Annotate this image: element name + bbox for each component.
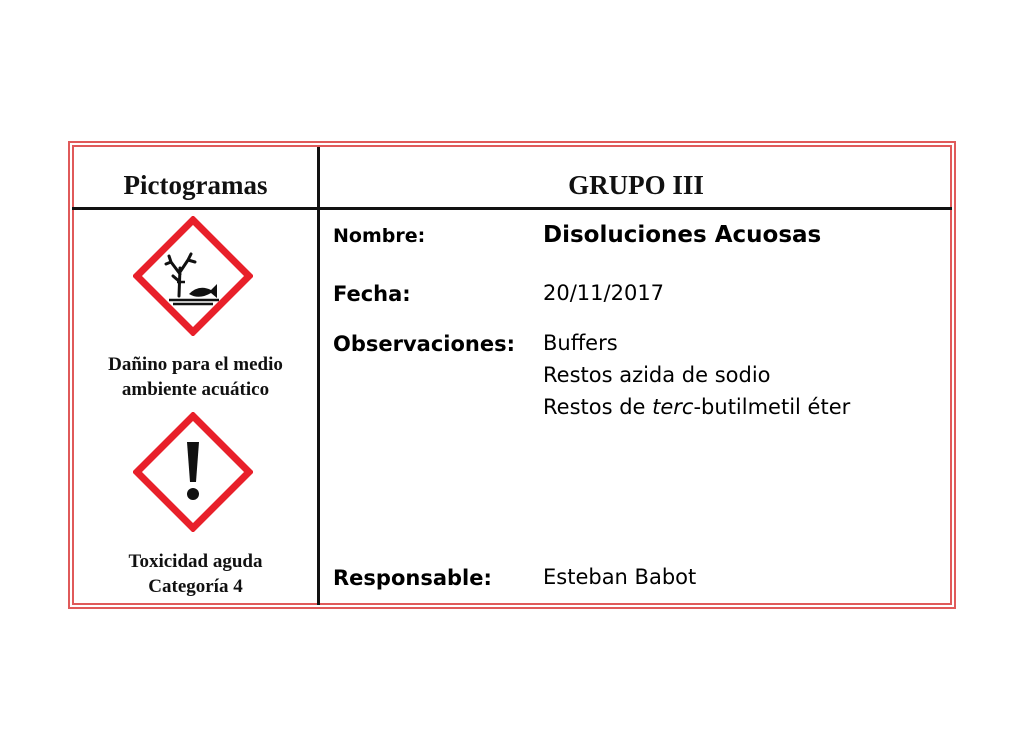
fecha-value: 20/11/2017 bbox=[543, 281, 665, 305]
toxicity-caption-line2: Categoría 4 bbox=[148, 576, 243, 597]
observation-suffix: -butilmetil éter bbox=[693, 395, 851, 419]
toxicity-caption bbox=[74, 549, 317, 599]
environment-hazard-icon bbox=[133, 216, 253, 336]
observation-item: Buffers bbox=[543, 331, 618, 355]
observaciones-list bbox=[543, 327, 850, 423]
observaciones-label: Observaciones: bbox=[333, 332, 516, 356]
environment-caption bbox=[74, 352, 317, 402]
column-divider bbox=[317, 147, 320, 605]
group-heading: GRUPO III bbox=[568, 170, 704, 200]
header-divider bbox=[72, 207, 952, 210]
nombre-value: Disoluciones Acuosas bbox=[543, 222, 822, 248]
environment-caption-line2: ambiente acuático bbox=[121, 379, 270, 400]
responsable-value: Esteban Babot bbox=[543, 565, 697, 589]
toxicity-caption-line1: Toxicidad aguda bbox=[128, 551, 263, 572]
fecha-label: Fecha: bbox=[333, 282, 411, 306]
environment-caption-line1: Dañino para el medio bbox=[108, 354, 283, 375]
observation-item: Restos azida de sodio bbox=[543, 363, 771, 387]
observation-prefix: Restos de bbox=[543, 395, 653, 419]
nombre-label: Nombre: bbox=[333, 225, 426, 247]
observation-italic: terc bbox=[652, 395, 694, 419]
observation-item bbox=[543, 391, 850, 423]
pictogramas-heading: Pictogramas bbox=[123, 170, 268, 200]
responsable-label: Responsable: bbox=[333, 566, 492, 590]
exclamation-hazard-icon bbox=[133, 412, 253, 532]
